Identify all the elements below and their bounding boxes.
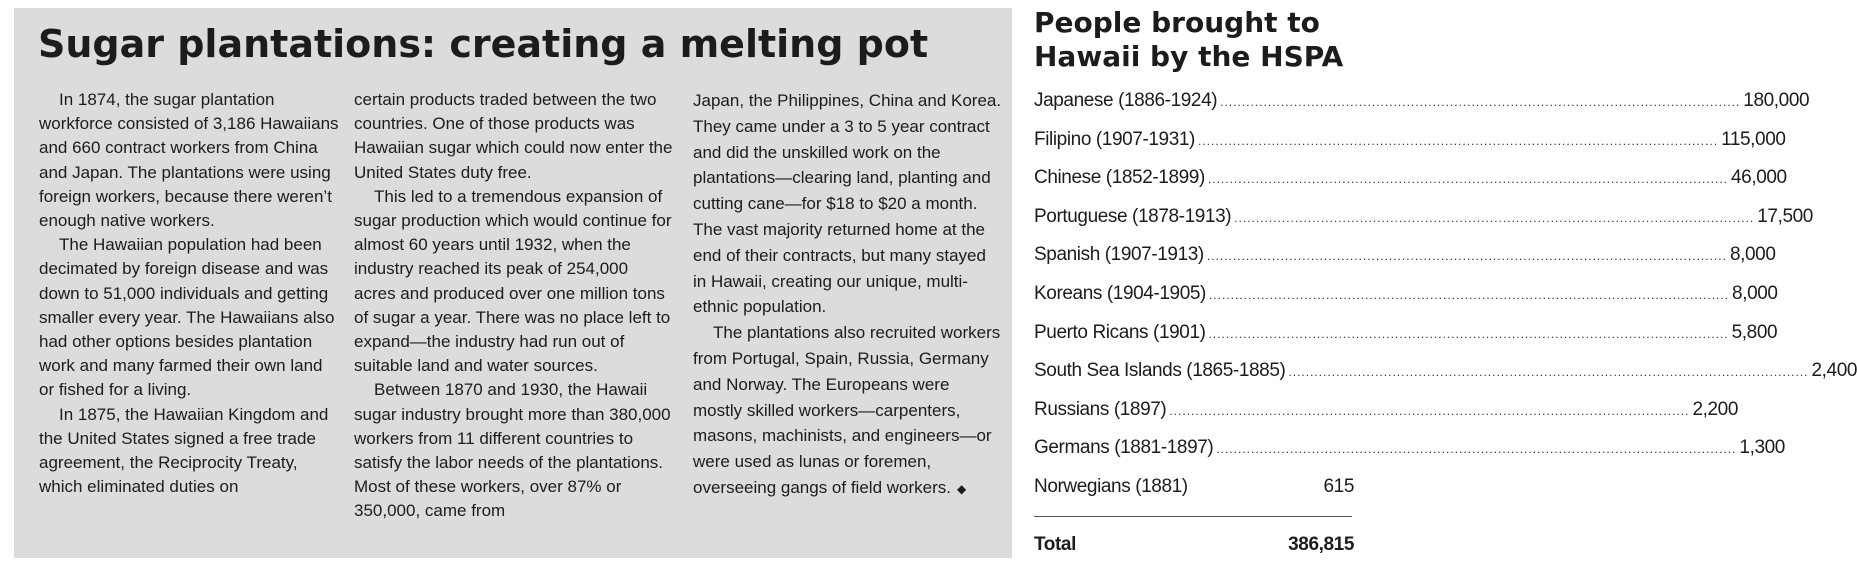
paragraph: certain products traded between the two countries. One of those products was Hawaiian sugar which could now enter the United States duty free. <box>354 90 673 182</box>
group-count: 180,000 <box>1743 90 1810 111</box>
total-divider <box>1034 516 1352 517</box>
group-name: Spanish (1907-1913) <box>1034 244 1204 266</box>
list-item <box>1034 321 1778 361</box>
article-column-2 <box>354 88 674 524</box>
group-name: Puerto Ricans (1901) <box>1034 321 1206 343</box>
article-column-1 <box>39 88 339 499</box>
article-panel <box>14 8 1012 558</box>
group-count: 8,000 <box>1732 282 1778 304</box>
group-count: 46,000 <box>1730 167 1787 189</box>
paragraph: This led to a tremendous expansion of sugar production which would continue for almost 60 years until 1932, when the industry reached its peak of 254,000 acres and produced over one million tons of sugar a year. There was no place left to expand—the industry had run out of suitable land and water sources. <box>354 186 672 376</box>
list-item <box>1034 167 1787 206</box>
leader-dots: ........................................................................................................................ <box>1288 365 1809 380</box>
list-item <box>1034 398 1738 438</box>
list-item <box>1034 244 1776 283</box>
immigration-sidebar <box>1034 6 1857 576</box>
list-item <box>1034 476 1354 515</box>
paragraph: The Hawaiian population had been decimated by foreign disease and was down to 51,000 individuals and getting smaller every year. The Hawaiians also had other options besides plantation work and many farmed their own land or fished for a living. <box>39 235 335 400</box>
leader-dots: ........................................................................................................................ <box>1198 133 1719 148</box>
leader-dots: ........................................................................................................................ <box>1206 249 1727 264</box>
total-row <box>1034 534 1354 556</box>
group-count: 2,200 <box>1692 398 1738 420</box>
list-item <box>1034 90 1810 129</box>
group-name: Russians (1897) <box>1034 398 1167 420</box>
paragraph: Japan, the Philippines, China and Korea. They came under a 3 to 5 year contract and did the unskilled work on the plantations—clearing land, planting and cutting cane—for $18 to $20 a month. The vast majority returned home at the end of their contracts, but many stayed in Hawaii, creating our unique, multi-ethnic population. <box>693 91 1002 317</box>
leader-dots: ........................................................................................................................ <box>1169 403 1690 418</box>
list-item <box>1034 437 1785 476</box>
group-name: Portuguese (1878-1913) <box>1034 205 1232 227</box>
paragraph: In 1874, the sugar plantation workforce consisted of 3,186 Hawaiians and 660 contract workers from China and Japan. The plantations were using foreign workers, because there weren’t enough native workers. <box>39 90 339 231</box>
list-item <box>1034 360 1857 399</box>
sidebar-title: People brought to Hawaii by the HSPA <box>1034 6 1344 73</box>
list-item <box>1034 128 1786 168</box>
article-column-3 <box>693 88 1003 503</box>
list-item <box>1034 205 1813 245</box>
group-count: 2,400 <box>1811 360 1857 382</box>
group-name: Norwegians (1881) <box>1034 475 1188 497</box>
total-value: 386,815 <box>1288 534 1354 555</box>
group-count: 17,500 <box>1757 205 1813 227</box>
leader-dots: ........................................................................................................................ <box>1207 172 1728 187</box>
group-name: Germans (1881-1897) <box>1034 437 1214 459</box>
group-count: 615 <box>1323 475 1354 497</box>
group-name: South Sea Islands (1865-1885) <box>1034 360 1286 382</box>
group-count: 1,300 <box>1739 437 1785 459</box>
paragraph: Between 1870 and 1930, the Hawaii sugar industry brought more than 380,000 workers from 11 different countries to satisfy the labor needs of the plantations. Most of these workers, over 87% or 350,000, came from <box>354 380 671 521</box>
leader-dots: ........................................................................................................................ <box>1216 442 1737 457</box>
paragraph <box>693 320 1003 503</box>
group-name: Japanese (1886-1924) <box>1034 90 1218 111</box>
group-name: Chinese (1852-1899) <box>1034 167 1205 189</box>
group-count: 5,800 <box>1731 321 1778 343</box>
list-item <box>1034 282 1778 322</box>
group-count: 8,000 <box>1729 244 1776 266</box>
leader-dots: ........................................................................................................................ <box>1234 210 1755 225</box>
group-name: Koreans (1904-1905) <box>1034 282 1206 304</box>
paragraph-text: The plantations also recruited workers from Portugal, Spain, Russia, Germany and Norway. The Europeans were mostly skilled workers—carpenters, masons, machinists, and engineers—or were used as lunas or foremen, overseeing gangs of field workers. <box>693 323 1001 497</box>
article-headline: Sugar plantations: creating a melting pot <box>38 22 929 66</box>
total-label: Total <box>1034 534 1076 555</box>
leader-dots: ........................................................................................................................ <box>1220 95 1741 109</box>
end-diamond-icon: ◆ <box>956 481 967 496</box>
population-list <box>1034 90 1857 515</box>
paragraph: In 1875, the Hawaiian Kingdom and the United States signed a free trade agreement, the Reciprocity Treaty, which eliminated duties on <box>39 404 329 497</box>
group-count: 115,000 <box>1721 128 1786 150</box>
leader-dots: ........................................................................................................................ <box>1208 287 1730 302</box>
group-name: Filipino (1907-1931) <box>1034 128 1195 150</box>
leader-dots: ........................................................................................................................ <box>1208 326 1729 341</box>
